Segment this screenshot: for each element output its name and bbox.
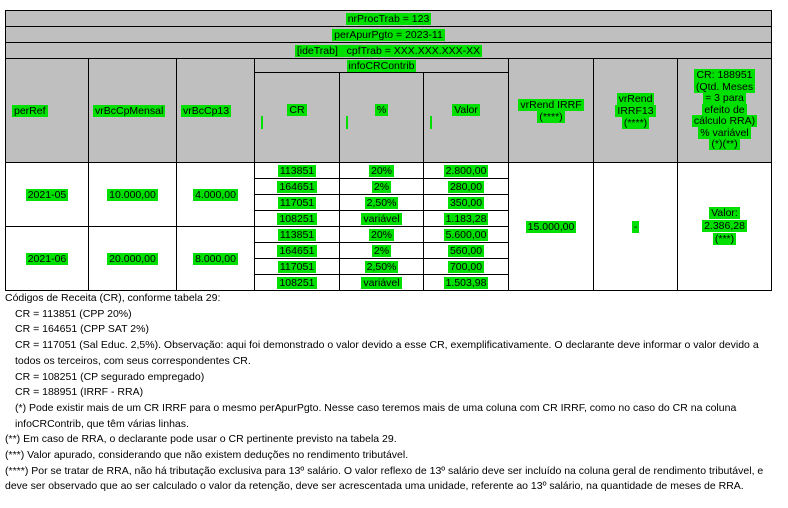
col-vrrendirrf13-label-2: IRRF13 xyxy=(617,104,654,117)
rra-table xyxy=(5,10,772,291)
note-cr-188951: CR = 188951 (IRRF - RRA) xyxy=(15,386,144,399)
row2-cr-4 xyxy=(255,275,340,291)
row2-pct-4 xyxy=(340,275,424,291)
col-cr-rra-label-7: (*)(**) xyxy=(711,138,738,151)
row2-pct-2 xyxy=(340,243,424,259)
row1-pct-3 xyxy=(340,195,424,211)
row1-pct-4 xyxy=(340,211,424,227)
col-cr-marker xyxy=(261,116,263,129)
row1-cr-2 xyxy=(255,179,340,195)
idetrab-text: [ideTrab] cpfTrab = XXX.XXX.XXX-XX xyxy=(296,44,481,57)
row2-vrbccpmensal-value: 20.000,00 xyxy=(109,252,156,265)
row2-cr-1 xyxy=(255,227,340,243)
vrrendirrf-value: 15.000,00 xyxy=(527,220,575,233)
row1-valor-4 xyxy=(424,211,509,227)
row1-valor-2 xyxy=(424,179,509,195)
vrrendirrf13-cell xyxy=(594,163,678,291)
col-perref-label: perRef xyxy=(14,104,46,117)
col-cr-rra-label-4: efeito de xyxy=(704,103,745,116)
row2-pct-1 xyxy=(340,227,424,243)
perapurpgto-text: perApurPgto = 2023-11 xyxy=(334,28,443,41)
vrrendirrf-cell xyxy=(509,163,594,291)
col-vrbccpmensal-label: vrBcCpMensal xyxy=(95,104,164,117)
col-cr-rra-label-2: (Qtd. Meses xyxy=(695,80,754,93)
note-asterisk-3: (***) Valor apurado, considerando que não existem deduções no rendimento tributável. xyxy=(5,449,409,462)
note-cr-164651: CR = 164651 (CPP SAT 2%) xyxy=(15,323,149,336)
row2-vrbccp13-value: 8.000,00 xyxy=(195,252,236,265)
cr-code: 117051 xyxy=(279,196,315,209)
col-cr xyxy=(255,73,340,163)
col-vrrendirrf-label-1: vrRend IRRF xyxy=(520,98,582,111)
cr-code: 164651 xyxy=(279,180,315,193)
note-asterisk-4: (****) Por se tratar de RRA, não há tributação exclusiva para 13º salário. O valor reflexo de 13º salário deve ser incluído na coluna geral de rendimento tributável, e deve ser observado que ao ser calculado o valor da retenção, deve ser acrescentada uma unidade, referente ao 13º salário, na quantidade de meses de RRA. xyxy=(5,464,764,493)
rra-valor-note: (***) xyxy=(714,233,735,245)
row1-pct-2 xyxy=(340,179,424,195)
col-cr-rra-label-3: = 3 para xyxy=(705,92,744,105)
cr-pct: 20% xyxy=(370,164,392,177)
cr-pct: 2,50% xyxy=(366,260,397,273)
cr-pct: 2% xyxy=(373,244,390,257)
row2-cr-2 xyxy=(255,243,340,259)
col-cr-label: CR xyxy=(289,103,305,116)
col-cr-rra xyxy=(678,59,772,163)
col-pct xyxy=(340,73,424,163)
col-perref xyxy=(6,59,89,163)
col-vrbccp13 xyxy=(177,59,255,163)
col-valor xyxy=(424,73,509,163)
cr-valor: 280,00 xyxy=(449,180,483,193)
col-vrbccp13-label: vrBcCp13 xyxy=(183,104,230,117)
cr-code: 108251 xyxy=(279,212,315,225)
cr-valor: 1.183,28 xyxy=(445,212,487,225)
row1-vrbccpmensal xyxy=(89,163,177,227)
col-pct-marker xyxy=(346,116,348,129)
cr-valor: 1.503,98 xyxy=(445,276,487,289)
cr-valor: 5.600,00 xyxy=(445,228,487,241)
row1-perref xyxy=(6,163,89,227)
nrproctrab-text: nrProcTrab = 123 xyxy=(347,12,430,25)
row1-perref-value: 2021-05 xyxy=(27,188,67,201)
row1-cr-3 xyxy=(255,195,340,211)
perapurpgto-cell xyxy=(6,27,772,43)
rra-valor-amount: 2.386,28 xyxy=(704,220,745,232)
cr-pct: variável xyxy=(363,276,400,289)
row2-valor-3 xyxy=(424,259,509,275)
note-cr-108251: CR = 108251 (CP segurado empregado) xyxy=(15,370,205,383)
cr-pct: 20% xyxy=(370,228,392,241)
row1-valor-1 xyxy=(424,163,509,179)
row2-perref xyxy=(6,227,89,291)
row1-pct-1 xyxy=(340,163,424,179)
row1-vrbccpmensal-value: 10.000,00 xyxy=(109,188,156,201)
rra-valor-label: Valor: xyxy=(711,207,738,219)
nrproctrab-cell xyxy=(6,11,772,27)
col-vrrendirrf13-label-3: (****) xyxy=(623,116,648,129)
note-cr-113851: CR = 113851 (CPP 20%) xyxy=(15,307,132,320)
vrrendirrf13-value: - xyxy=(633,220,638,233)
row2-valor-1 xyxy=(424,227,509,243)
rra-valor-cell xyxy=(678,163,772,291)
note-cr-title: Códigos de Receita (CR), conforme tabela 29: xyxy=(5,292,221,304)
col-vrrendirrf xyxy=(509,59,594,163)
idetrab-cell xyxy=(6,43,772,59)
col-valor-marker xyxy=(430,116,432,129)
note-asterisk-1: (*) Pode existir mais de um CR IRRF para o mesmo perApurPgto. Nesse caso teremos mais de uma coluna com CR IRRF, como no caso do CR na coluna infoCRContrib, que têm várias linhas. xyxy=(15,401,737,430)
col-vrrendirrf-label-2: (****) xyxy=(539,110,563,123)
note-asterisk-2: (**) Em caso de RRA, o declarante pode usar o CR pertinente previsto na tabela 29. xyxy=(5,433,397,446)
row1-vrbccp13-value: 4.000,00 xyxy=(195,188,236,201)
note-cr-117051: CR = 117051 (Sal Educ. 2,5%). Observação: aqui foi demonstrado o valor devido a esse CR, exemplificativamente. O declarante deve informar o valor devido a todos os terceiros, com seus correspondentes CR. xyxy=(15,339,759,367)
cr-code: 117051 xyxy=(279,260,315,273)
cr-code: 164651 xyxy=(279,244,315,257)
row2-valor-2 xyxy=(424,243,509,259)
cr-valor: 700,00 xyxy=(449,260,483,273)
cr-valor: 350,00 xyxy=(449,196,483,209)
col-cr-rra-label-5: cálculo RRA) xyxy=(693,115,756,128)
col-cr-rra-label-1: CR: 188951 xyxy=(696,69,753,82)
row2-valor-4 xyxy=(424,275,509,291)
row1-vrbccp13 xyxy=(177,163,255,227)
cr-code: 108251 xyxy=(279,276,315,289)
row1-valor-3 xyxy=(424,195,509,211)
row2-vrbccpmensal xyxy=(89,227,177,291)
col-cr-rra-label-6: % variável xyxy=(700,126,749,139)
col-pct-label: % xyxy=(376,103,387,116)
col-vrrendirrf13-label-1: vrRend xyxy=(618,92,653,105)
col-vrrendirrf13 xyxy=(594,59,678,163)
notes-section xyxy=(5,291,775,495)
cr-pct: variável xyxy=(363,212,400,225)
cr-pct: 2% xyxy=(373,180,390,193)
row2-cr-3 xyxy=(255,259,340,275)
cr-valor: 560,00 xyxy=(449,244,483,257)
cr-pct: 2,50% xyxy=(366,196,397,209)
col-valor-label: Valor xyxy=(454,103,478,116)
row1-cr-1 xyxy=(255,163,340,179)
row2-pct-3 xyxy=(340,259,424,275)
col-infocrcontrib-label: infoCRContrib xyxy=(348,59,415,72)
col-infocrcontrib xyxy=(255,59,509,73)
row2-perref-value: 2021-06 xyxy=(27,252,67,265)
cr-code: 113851 xyxy=(279,164,315,177)
row1-cr-4 xyxy=(255,211,340,227)
cr-valor: 2.800,00 xyxy=(445,164,487,177)
cr-code: 113851 xyxy=(279,228,315,241)
row2-vrbccp13 xyxy=(177,227,255,291)
col-vrbccpmensal xyxy=(89,59,177,163)
